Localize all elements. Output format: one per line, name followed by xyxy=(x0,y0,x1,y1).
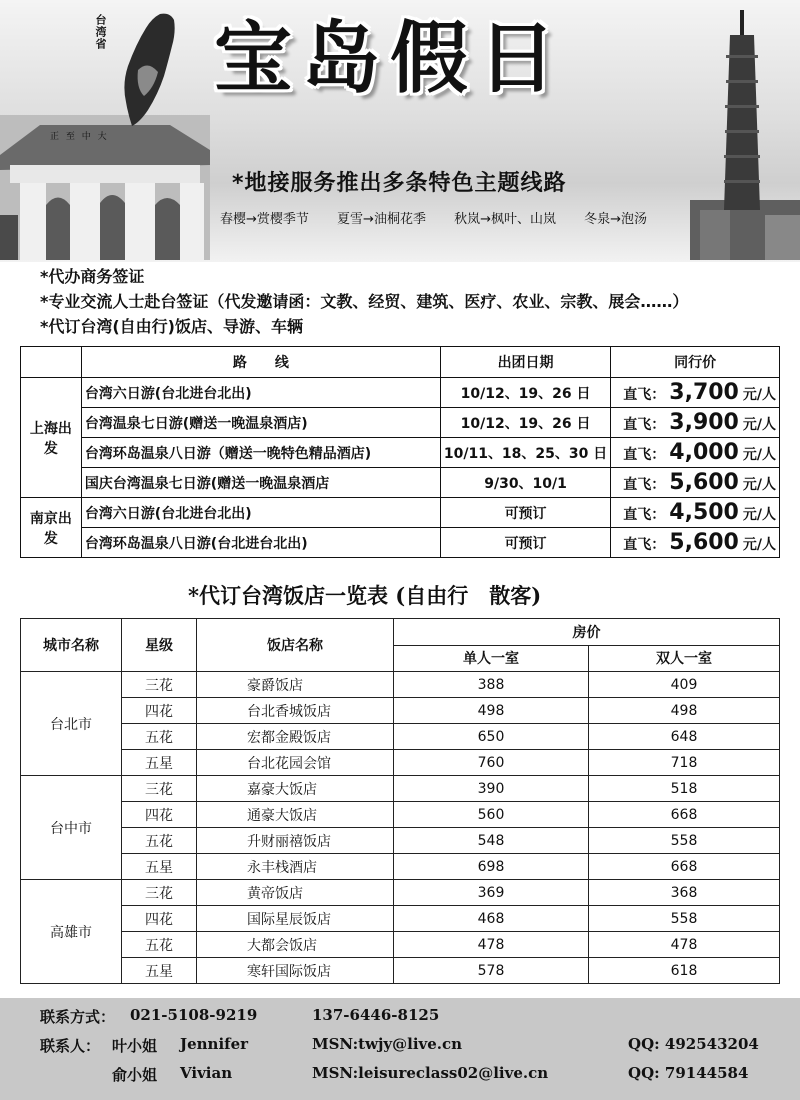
table-row xyxy=(21,880,780,906)
double-price: 618 xyxy=(589,958,780,984)
double-price: 718 xyxy=(589,750,780,776)
single-price: 650 xyxy=(394,724,589,750)
contact-english-name: Jennifer xyxy=(180,1035,249,1053)
star-rating: 五星 xyxy=(122,854,197,880)
single-price: 548 xyxy=(394,828,589,854)
qq-number[interactable]: QQ: 492543204 xyxy=(628,1035,759,1053)
service-list xyxy=(40,264,688,339)
route-price xyxy=(611,528,780,558)
contact-english-name: Vivian xyxy=(180,1064,233,1082)
double-price: 668 xyxy=(589,802,780,828)
mobile-number[interactable]: 137-6446-8125 xyxy=(312,1006,440,1024)
route-price xyxy=(611,378,780,408)
route-price xyxy=(611,498,780,528)
table-row xyxy=(21,528,780,558)
seasonal-themes xyxy=(220,208,661,227)
hotel-name: 国际星辰饭店 xyxy=(197,906,394,932)
theme-summer: 夏雪→油桐花季 xyxy=(337,212,426,227)
qq-number[interactable]: QQ: 79144584 xyxy=(628,1064,749,1082)
origin-nanjing: 南京出发 xyxy=(21,498,82,558)
service-item: *专业交流人士赴台签证（代发邀请函：文教、经贸、建筑、医疗、农业、宗教、展会……） xyxy=(40,292,689,311)
single-price: 578 xyxy=(394,958,589,984)
hotel-name: 豪爵饭店 xyxy=(197,672,394,698)
star-rating: 四花 xyxy=(122,802,197,828)
table-row xyxy=(21,498,780,528)
route-date: 可预订 xyxy=(440,528,610,558)
single-price: 390 xyxy=(394,776,589,802)
route-date: 10/12、19、26 日 xyxy=(440,408,610,438)
single-price: 760 xyxy=(394,750,589,776)
table-row xyxy=(21,932,780,958)
taiwan-map-icon xyxy=(108,10,188,128)
route-date: 9/30、10/1 xyxy=(440,468,610,498)
main-title: 宝岛假日 xyxy=(214,14,567,104)
route-price xyxy=(611,408,780,438)
double-price: 558 xyxy=(589,828,780,854)
price-prefix: 直飞： xyxy=(623,387,666,403)
route-name: 台湾温泉七日游(赠送一晚温泉酒店) xyxy=(81,408,440,438)
price-prefix: 直飞： xyxy=(623,477,666,493)
single-price: 369 xyxy=(394,880,589,906)
price-value: 4,000 xyxy=(669,440,739,465)
route-header: 路 线 xyxy=(81,347,440,378)
origin-header xyxy=(21,347,82,378)
price-unit: 元/人 xyxy=(742,537,776,553)
table-row xyxy=(21,906,780,932)
hotel-name-header: 饭店名称 xyxy=(197,619,394,672)
route-date: 10/11、18、25、30 日 xyxy=(440,438,610,468)
contact-person-row xyxy=(40,1035,780,1059)
hotel-name: 宏都金殿饭店 xyxy=(197,724,394,750)
service-item: *代办商务签证 xyxy=(40,267,145,286)
double-price: 518 xyxy=(589,776,780,802)
price-value: 5,600 xyxy=(669,530,739,555)
hotel-name: 黄帝饭店 xyxy=(197,880,394,906)
city-name: 台中市 xyxy=(21,776,122,880)
price-unit: 元/人 xyxy=(742,507,776,523)
table-row xyxy=(21,698,780,724)
contact-phone-row xyxy=(40,1006,780,1030)
theme-autumn: 秋岚→枫叶、山岚 xyxy=(454,212,556,227)
price-header: 同行价 xyxy=(611,347,780,378)
table-row xyxy=(21,750,780,776)
route-name: 国庆台湾温泉七日游(赠送一晚温泉酒店 xyxy=(81,468,440,498)
double-price: 498 xyxy=(589,698,780,724)
msn-address[interactable]: MSN:leisureclass02@live.cn xyxy=(312,1064,549,1082)
star-rating: 四花 xyxy=(122,906,197,932)
single-price: 560 xyxy=(394,802,589,828)
price-prefix: 直飞： xyxy=(623,507,666,523)
contact-name: 俞小姐 xyxy=(112,1066,158,1084)
contact-person-row xyxy=(40,1064,780,1088)
route-name: 台湾环岛温泉八日游(台北进台北出) xyxy=(81,528,440,558)
arch-sign: 正 至 中 大 xyxy=(50,132,109,142)
single-price: 468 xyxy=(394,906,589,932)
star-rating: 四花 xyxy=(122,698,197,724)
hotel-name: 台北花园会馆 xyxy=(197,750,394,776)
single-price: 388 xyxy=(394,672,589,698)
hotel-name: 通豪大饭店 xyxy=(197,802,394,828)
double-price: 558 xyxy=(589,906,780,932)
table-row xyxy=(21,438,780,468)
table-row xyxy=(21,468,780,498)
price-prefix: 直飞： xyxy=(623,447,666,463)
person-label: 联系人： xyxy=(40,1037,101,1055)
contact-label: 联系方式： xyxy=(40,1008,116,1026)
single-price: 698 xyxy=(394,854,589,880)
route-name: 台湾六日游(台北进台北出) xyxy=(81,378,440,408)
table-row xyxy=(21,802,780,828)
star-rating: 三花 xyxy=(122,672,197,698)
double-price: 668 xyxy=(589,854,780,880)
hotel-table xyxy=(20,618,780,984)
subtitle: *地接服务推出多条特色主题线路 xyxy=(232,171,567,196)
origin-shanghai: 上海出发 xyxy=(21,378,82,498)
route-name: 台湾六日游(台北进台北出) xyxy=(81,498,440,528)
table-row xyxy=(21,378,780,408)
route-table xyxy=(20,346,780,558)
hotel-section-title: *代订台湾饭店一览表 (自由行 散客) xyxy=(188,583,542,608)
city-header: 城市名称 xyxy=(21,619,122,672)
province-label: 台湾省 xyxy=(94,14,107,50)
hotel-name: 永丰栈酒店 xyxy=(197,854,394,880)
hotel-name: 升财丽禧饭店 xyxy=(197,828,394,854)
price-value: 3,900 xyxy=(669,410,739,435)
taipei-101-illustration xyxy=(690,10,800,260)
city-name: 高雄市 xyxy=(21,880,122,984)
price-value: 4,500 xyxy=(669,500,739,525)
star-rating: 五花 xyxy=(122,828,197,854)
msn-address[interactable]: MSN:twjy@live.cn xyxy=(312,1035,463,1053)
date-header: 出团日期 xyxy=(440,347,610,378)
single-room-header: 单人一室 xyxy=(394,645,589,672)
table-row xyxy=(21,776,780,802)
room-price-header: 房价 xyxy=(394,619,780,646)
route-date: 可预订 xyxy=(440,498,610,528)
hotel-name: 嘉豪大饭店 xyxy=(197,776,394,802)
double-price: 409 xyxy=(589,672,780,698)
route-date: 10/12、19、26 日 xyxy=(440,378,610,408)
city-name: 台北市 xyxy=(21,672,122,776)
price-unit: 元/人 xyxy=(742,477,776,493)
price-unit: 元/人 xyxy=(742,417,776,433)
phone-number[interactable]: 021-5108-9219 xyxy=(130,1006,258,1024)
hotel-name: 大都会饭店 xyxy=(197,932,394,958)
service-item: *代订台湾(自由行)饭店、导游、车辆 xyxy=(40,317,303,336)
hotel-name: 台北香城饭店 xyxy=(197,698,394,724)
table-row xyxy=(21,854,780,880)
price-unit: 元/人 xyxy=(742,387,776,403)
theme-winter: 冬泉→泡汤 xyxy=(584,212,648,227)
price-prefix: 直飞： xyxy=(623,537,666,553)
double-price: 478 xyxy=(589,932,780,958)
contact-footer xyxy=(0,998,800,1100)
route-name: 台湾环岛温泉八日游（赠送一晚特色精品酒店) xyxy=(81,438,440,468)
price-value: 5,600 xyxy=(669,470,739,495)
route-price xyxy=(611,438,780,468)
double-price: 648 xyxy=(589,724,780,750)
star-rating: 五花 xyxy=(122,932,197,958)
double-room-header: 双人一室 xyxy=(589,645,780,672)
table-row xyxy=(21,724,780,750)
price-prefix: 直飞： xyxy=(623,417,666,433)
contact-name: 叶小姐 xyxy=(112,1037,158,1055)
hotel-table-header xyxy=(21,619,780,646)
star-rating: 三花 xyxy=(122,776,197,802)
theme-spring: 春樱→赏樱季节 xyxy=(220,212,309,227)
banner xyxy=(0,0,800,262)
table-row xyxy=(21,408,780,438)
table-row xyxy=(21,958,780,984)
price-value: 3,700 xyxy=(669,380,739,405)
star-rating: 五花 xyxy=(122,724,197,750)
single-price: 478 xyxy=(394,932,589,958)
star-rating: 三花 xyxy=(122,880,197,906)
table-row xyxy=(21,828,780,854)
price-unit: 元/人 xyxy=(742,447,776,463)
hotel-name: 寒轩国际饭店 xyxy=(197,958,394,984)
star-rating: 五星 xyxy=(122,958,197,984)
single-price: 498 xyxy=(394,698,589,724)
route-price xyxy=(611,468,780,498)
route-table-header xyxy=(21,347,780,378)
double-price: 368 xyxy=(589,880,780,906)
star-header: 星级 xyxy=(122,619,197,672)
table-row xyxy=(21,672,780,698)
star-rating: 五星 xyxy=(122,750,197,776)
